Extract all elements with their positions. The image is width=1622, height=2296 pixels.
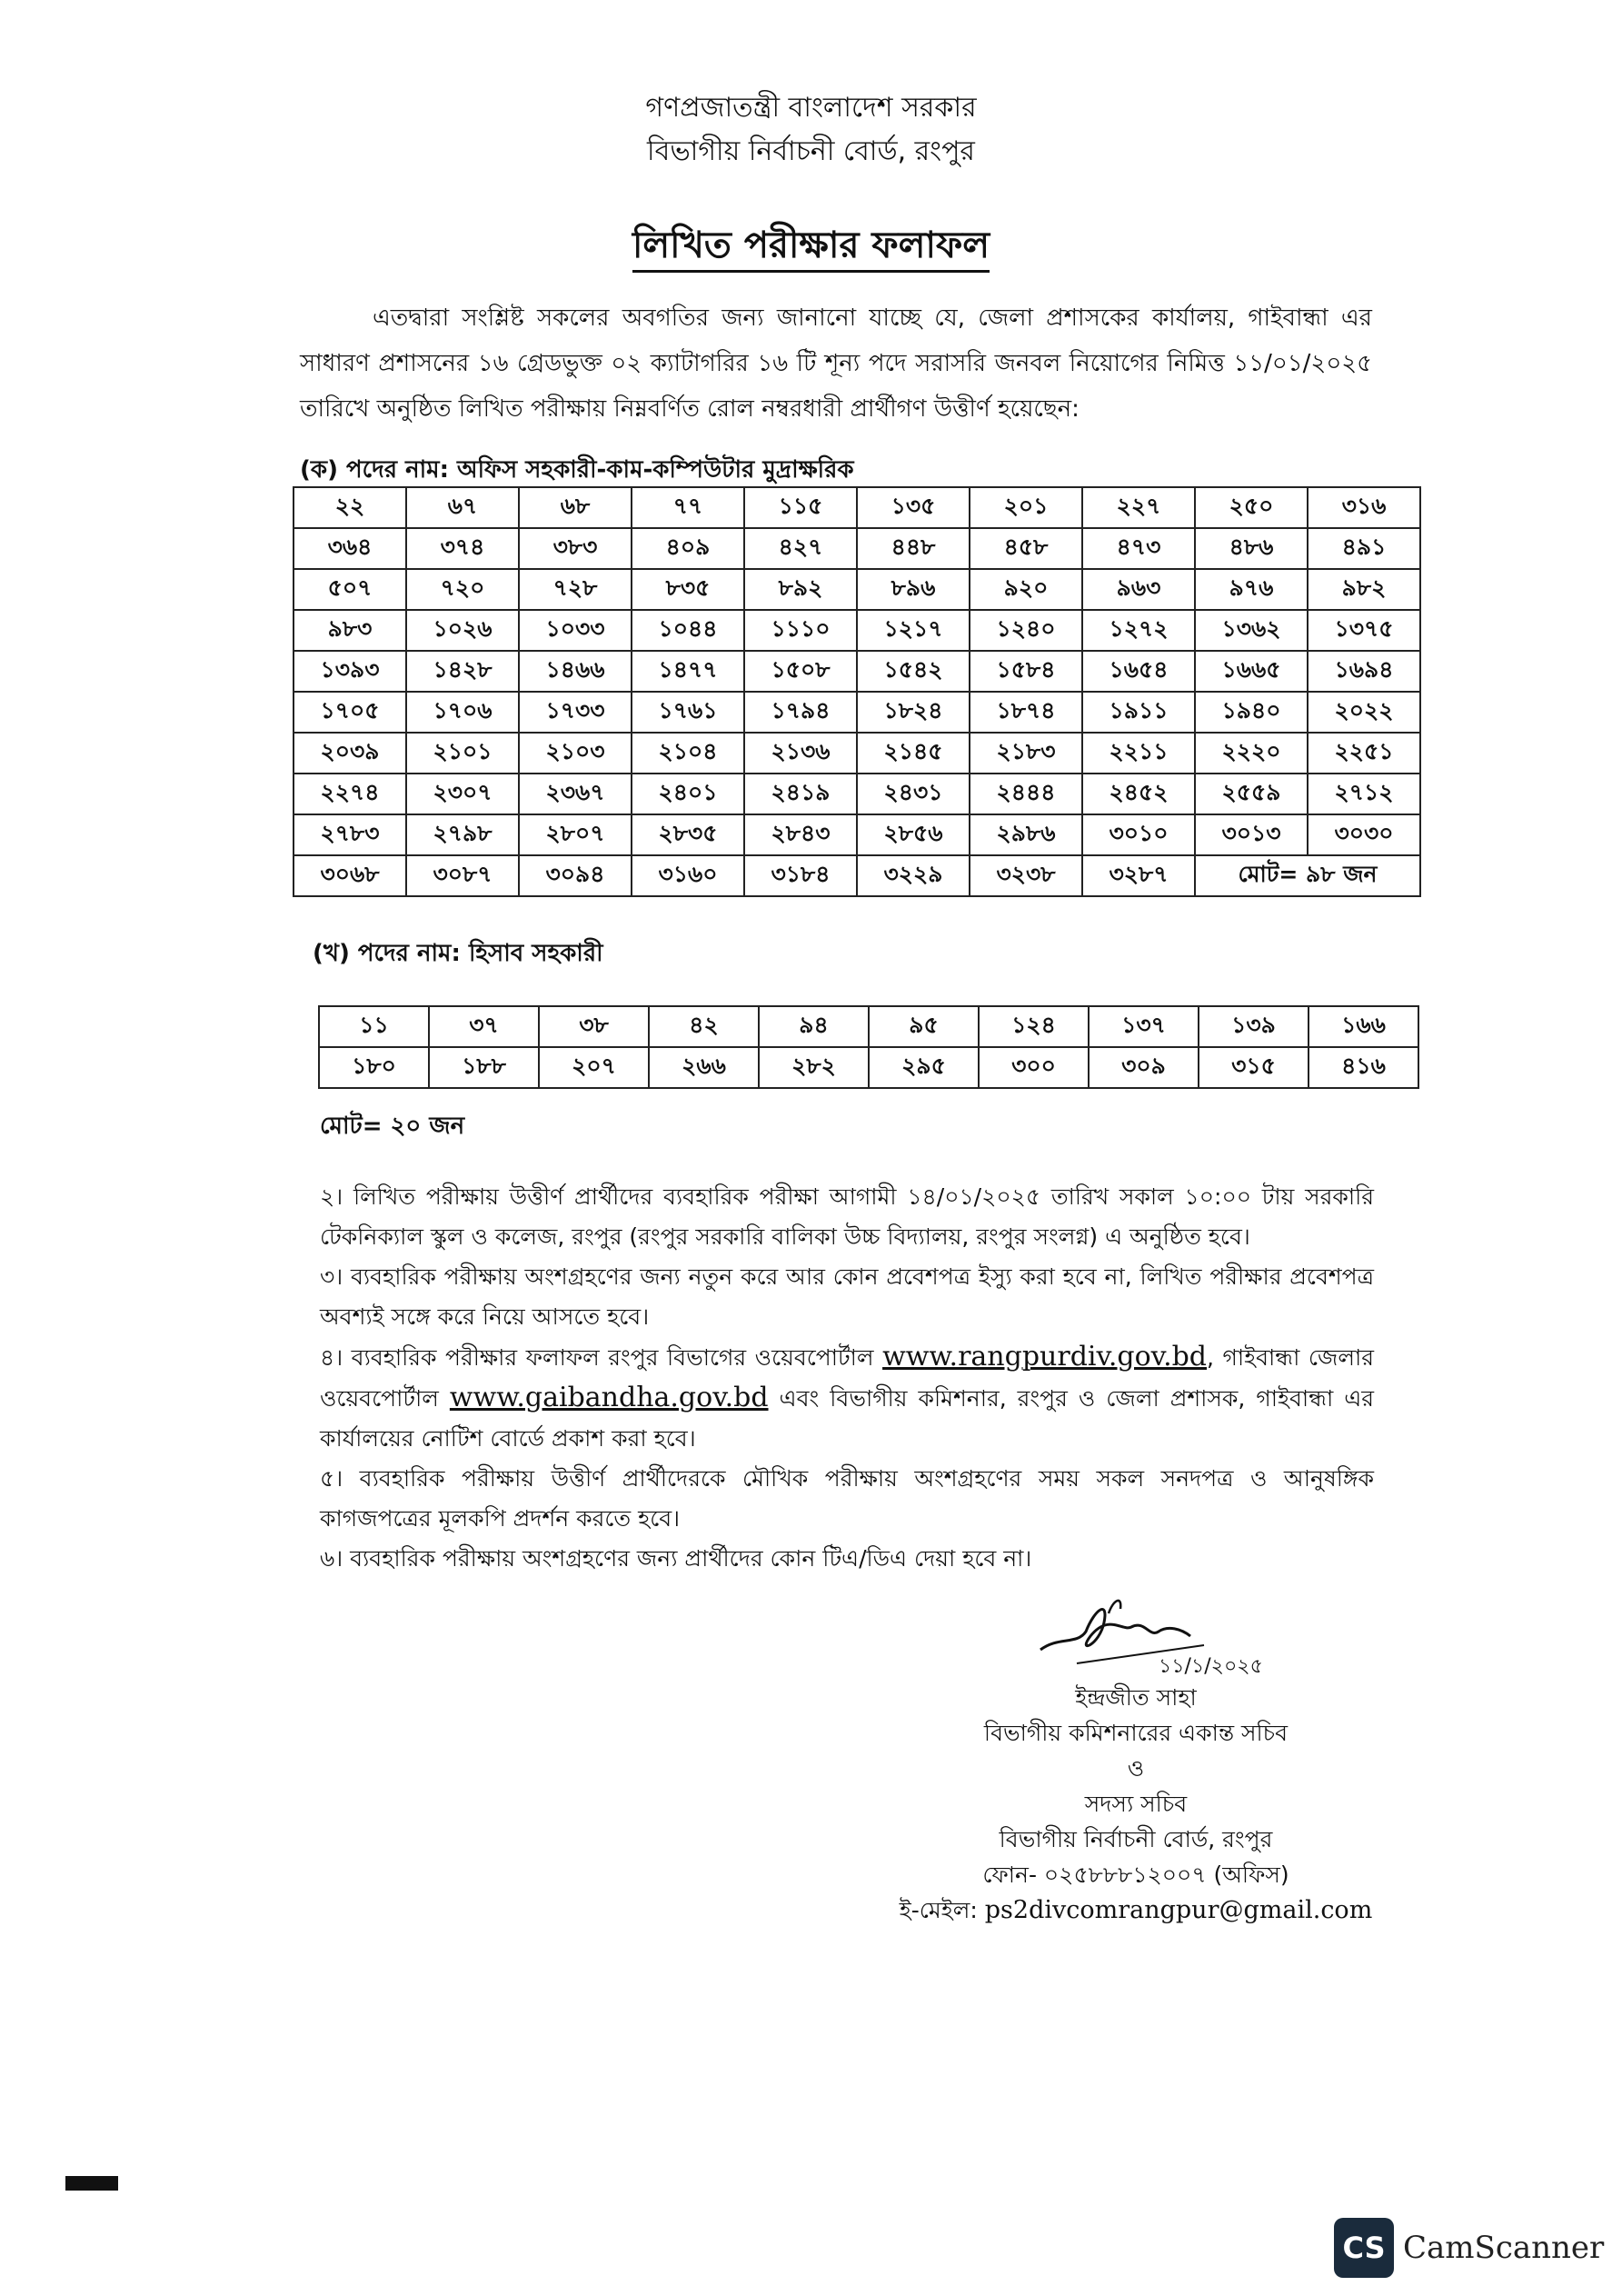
section-b-roll-cell: ৩৭ xyxy=(429,1006,539,1047)
section-a-roll-cell: ৩৬৪ xyxy=(294,528,406,569)
section-a-roll-cell: ৩২২৯ xyxy=(857,855,970,896)
section-a-roll-cell: ১৩৫ xyxy=(857,487,970,528)
section-b-roll-cell: ১১ xyxy=(319,1006,429,1047)
section-a-roll-cell: ৮৩৫ xyxy=(632,569,744,610)
section-a-roll-table xyxy=(293,486,1421,897)
section-a-total-cell: মোট= ৯৮ জন xyxy=(1195,855,1420,896)
section-a-row xyxy=(294,528,1420,569)
section-a-roll-cell: ৬৮ xyxy=(519,487,632,528)
section-a-roll-cell: ৭৭ xyxy=(632,487,744,528)
section-a-roll-cell: ১৬৬৫ xyxy=(1195,651,1308,692)
section-b-roll-cell: ৩০৯ xyxy=(1089,1047,1199,1088)
section-b-roll-table xyxy=(318,1005,1419,1089)
section-b-roll-cell: ১৩৯ xyxy=(1199,1006,1309,1047)
section-a-roll-cell: ২২৫১ xyxy=(1308,733,1420,774)
section-a-roll-cell: ১১৫ xyxy=(744,487,857,528)
section-a-roll-cell: ২১০১ xyxy=(406,733,519,774)
note-4 xyxy=(320,1337,1374,1459)
section-a-roll-cell: ১৪৬৬ xyxy=(519,651,632,692)
section-b-roll-cell: ৪২ xyxy=(649,1006,759,1047)
section-a-roll-cell: ২১০৩ xyxy=(519,733,632,774)
section-a-roll-cell: ২৫০ xyxy=(1195,487,1308,528)
note-6: ৬। ব্যবহারিক পরীক্ষায় অংশগ্রহণের জন্য প্রার্থীদের কোন টিএ/ডিএ দেয়া হবে না। xyxy=(320,1545,1032,1572)
section-a-roll-cell: ২৭১২ xyxy=(1308,774,1420,814)
email-address[interactable]: ps2divcomrangpur@gmail.com xyxy=(984,1896,1373,1924)
section-b-roll-cell: ২৬৬ xyxy=(649,1047,759,1088)
section-a-roll-cell: ২৮৩৫ xyxy=(632,814,744,855)
gaibandha-portal-link[interactable]: www.gaibandha.gov.bd xyxy=(449,1382,769,1413)
section-a-roll-cell: ৪৯১ xyxy=(1308,528,1420,569)
section-b-roll-cell: ১৩৭ xyxy=(1089,1006,1199,1047)
section-a-roll-cell: ২২১১ xyxy=(1082,733,1195,774)
section-b-title: (খ) পদের নাম: হিসাব সহকারী xyxy=(313,940,603,967)
section-a-roll-cell: ২৯৮৬ xyxy=(970,814,1082,855)
note-4-text-c: এবং বিভাগীয় কমিশনার, রংপুর ও জেলা প্রশাসক, গাইবান্ধা এর কার্যালয়ের নোটিশ বোর্ডে প্রকাশ করা হবে। xyxy=(320,1385,1374,1452)
section-a-roll-cell: ৩২৩৮ xyxy=(970,855,1082,896)
section-a-roll-cell: ২৫৫৯ xyxy=(1195,774,1308,814)
section-a-roll-cell: ৮৯২ xyxy=(744,569,857,610)
section-a-row xyxy=(294,651,1420,692)
section-b-roll-cell: ২০৭ xyxy=(539,1047,649,1088)
section-a-roll-cell: ১৪৭৭ xyxy=(632,651,744,692)
section-a-roll-cell: ৪৪৮ xyxy=(857,528,970,569)
section-b-roll-cell: ৩০০ xyxy=(979,1047,1089,1088)
section-a-roll-cell: ২০২২ xyxy=(1308,692,1420,733)
section-b-row xyxy=(319,1006,1418,1047)
section-a-row xyxy=(294,814,1420,855)
section-a-roll-cell: ১৭৯৪ xyxy=(744,692,857,733)
section-a-roll-cell: ২০৩৯ xyxy=(294,733,406,774)
section-a-roll-cell: ৭২০ xyxy=(406,569,519,610)
note-2: ২। লিখিত পরীক্ষায় উত্তীর্ণ প্রার্থীদের ব্যবহারিক পরীক্ষা আগামী ১৪/০১/২০২৫ তারিখ সকাল ১০:০০ টায় সরকারি টেকনিক্যাল স্কুল ও কলেজ, রংপুর (রংপুর সরকারি বালিকা উচ্চ বিদ্যালয়, রংপুর সংলগ্ন) এ অনুষ্ঠিত হবে। xyxy=(320,1183,1374,1250)
section-a-roll-cell: ১৮৭৪ xyxy=(970,692,1082,733)
section-a-roll-cell: ২৪৫২ xyxy=(1082,774,1195,814)
signatory-name: ইন্দ্রজীত সাহা xyxy=(1075,1684,1197,1711)
section-a-roll-cell: ১৩৬২ xyxy=(1195,610,1308,651)
section-a-roll-cell: ২০১ xyxy=(970,487,1082,528)
section-a-roll-cell: ১২১৭ xyxy=(857,610,970,651)
section-a-roll-cell: ২৪৩১ xyxy=(857,774,970,814)
section-a-roll-cell: ৩১৬০ xyxy=(632,855,744,896)
section-a-roll-cell: ৯৮৩ xyxy=(294,610,406,651)
section-a-roll-cell: ১৩৭৫ xyxy=(1308,610,1420,651)
section-a-roll-cell: ৩১৬ xyxy=(1308,487,1420,528)
rangpur-portal-link[interactable]: www.rangpurdiv.gov.bd xyxy=(882,1341,1208,1373)
board-name: বিভাগীয় নির্বাচনী বোর্ড, রংপুর xyxy=(647,135,975,167)
section-a-roll-cell: ৪৭৩ xyxy=(1082,528,1195,569)
section-a-roll-cell: ২৩৬৭ xyxy=(519,774,632,814)
section-a-roll-cell: ৯৬৩ xyxy=(1082,569,1195,610)
section-a-roll-cell: ২২৭৪ xyxy=(294,774,406,814)
section-a-roll-cell: ৩০৯৪ xyxy=(519,855,632,896)
section-b-roll-cell: ২৯৫ xyxy=(869,1047,979,1088)
section-b-roll-cell: ১৮০ xyxy=(319,1047,429,1088)
section-a-roll-cell: ২১৪৫ xyxy=(857,733,970,774)
section-a-roll-cell: ৯৭৬ xyxy=(1195,569,1308,610)
section-a-roll-cell: ৩০৩০ xyxy=(1308,814,1420,855)
section-a-roll-cell: ৩০১০ xyxy=(1082,814,1195,855)
section-b-roll-cell: ১৮৮ xyxy=(429,1047,539,1088)
section-a-roll-cell: ২১৮৩ xyxy=(970,733,1082,774)
section-b-roll-cell: ৩৮ xyxy=(539,1006,649,1047)
section-a-row xyxy=(294,610,1420,651)
section-a-roll-cell: ২২৭ xyxy=(1082,487,1195,528)
intro-paragraph: এতদ্বারা সংশ্লিষ্ট সকলের অবগতির জন্য জানানো যাচ্ছে যে, জেলা প্রশাসকের কার্যালয়, গাইবান্ধা এর সাধারণ প্রশাসনের ১৬ গ্রেডভুক্ত ০২ ক্যাটাগরির ১৬ টি শূন্য পদে সরাসরি জনবল নিয়োগের নিমিত্ত ১১/০১/২০২৫ তারিখে অনুষ্ঠিত লিখিত পরীক্ষায় নিম্নবর্ণিত রোল নম্বরধারী প্রার্থীগণ উত্তীর্ণ হয়েছেন: xyxy=(300,304,1372,423)
section-a-roll-cell: ১৭০৫ xyxy=(294,692,406,733)
scan-edge-mark xyxy=(65,2176,118,2191)
section-b-roll-cell: ১২৪ xyxy=(979,1006,1089,1047)
section-a-roll-cell: ১৫০৮ xyxy=(744,651,857,692)
section-a-roll-cell: ৮৯৬ xyxy=(857,569,970,610)
section-a-title: (ক) পদের নাম: অফিস সহকারী-কাম-কম্পিউটার মুদ্রাক্ষরিক xyxy=(300,456,854,484)
section-a-roll-cell: ১৩৯৩ xyxy=(294,651,406,692)
section-a-roll-cell: ৪০৯ xyxy=(632,528,744,569)
section-a-roll-cell: ১৬৯৪ xyxy=(1308,651,1420,692)
section-a-row xyxy=(294,487,1420,528)
section-a-roll-cell: ২১০৪ xyxy=(632,733,744,774)
section-a-roll-cell: ২৩০৭ xyxy=(406,774,519,814)
section-a-roll-cell: ২৭৯৮ xyxy=(406,814,519,855)
section-a-roll-cell: ১০৪৪ xyxy=(632,610,744,651)
signatory-email-line xyxy=(818,1892,1454,1928)
camscanner-watermark xyxy=(1334,2218,1604,2278)
title-text: লিখিত পরীক্ষার ফলাফল xyxy=(632,225,990,273)
signatory-phone: ফোন- ০২৫৮৮৮১২০০৭ (অফিস) xyxy=(982,1862,1289,1888)
section-a-row xyxy=(294,733,1420,774)
signatory-board: বিভাগীয় নির্বাচনী বোর্ড, রংপুর xyxy=(999,1826,1273,1852)
section-a-roll-cell: ৩০৬৮ xyxy=(294,855,406,896)
section-a-roll-cell: ৪৫৮ xyxy=(970,528,1082,569)
section-b-row xyxy=(319,1047,1418,1088)
section-a-roll-cell: ৩২৮৭ xyxy=(1082,855,1195,896)
section-a-roll-cell: ৭২৮ xyxy=(519,569,632,610)
section-a-roll-cell: ১৮২৪ xyxy=(857,692,970,733)
section-a-row xyxy=(294,774,1420,814)
section-a-row xyxy=(294,692,1420,733)
signature-date: ১১/১/২০২৫ xyxy=(1159,1655,1263,1678)
document-title xyxy=(0,216,1622,277)
section-a-roll-cell: ১৭৬১ xyxy=(632,692,744,733)
note-5: ৫। ব্যবহারিক পরীক্ষায় উত্তীর্ণ প্রার্থীদেরকে মৌখিক পরীক্ষায় অংশগ্রহণের সময় সকল সনদপত্র ও আনুষঙ্গিক কাগজপত্রের মূলকপি প্রদর্শন করতে হবে। xyxy=(320,1465,1374,1532)
section-a-roll-cell: ৯২০ xyxy=(970,569,1082,610)
signatory-title-1: বিভাগীয় কমিশনারের একান্ত সচিব xyxy=(983,1720,1289,1746)
handwritten-signature xyxy=(1022,1582,1263,1682)
note-3: ৩। ব্যবহারিক পরীক্ষায় অংশগ্রহণের জন্য নতুন করে আর কোন প্রবেশপত্র ইস্যু করা হবে না, লিখিত পরীক্ষার প্রবেশপত্র অবশ্যই সঙ্গে করে নিয়ে আসতে হবে। xyxy=(320,1263,1374,1330)
section-a-roll-cell: ১৭৩৩ xyxy=(519,692,632,733)
note-4-text-a: ৪। ব্যবহারিক পরীক্ষার ফলাফল রংপুর বিভাগের ওয়েবপোর্টাল xyxy=(320,1344,874,1371)
section-b-roll-cell: ১৬৬ xyxy=(1309,1006,1418,1047)
section-b-roll-cell: ২৮২ xyxy=(759,1047,869,1088)
document-header xyxy=(0,86,1622,174)
section-a-roll-cell: ৩১৮৪ xyxy=(744,855,857,896)
section-b-roll-cell: ৯৫ xyxy=(869,1006,979,1047)
section-a-roll-cell: ২৪৪৪ xyxy=(970,774,1082,814)
signatory-title-2: সদস্য সচিব xyxy=(1084,1791,1188,1817)
section-a-roll-cell: ১৫৮৪ xyxy=(970,651,1082,692)
signatory-block xyxy=(818,1680,1454,1928)
section-a-roll-cell: ১১১০ xyxy=(744,610,857,651)
section-a-roll-cell: ২৭৮৩ xyxy=(294,814,406,855)
section-a-roll-cell: ৯৮২ xyxy=(1308,569,1420,610)
section-a-roll-cell: ২১৩৬ xyxy=(744,733,857,774)
notes-section xyxy=(320,1177,1374,1579)
section-a-roll-cell: ১০৩৩ xyxy=(519,610,632,651)
section-a-roll-cell: ১২৭২ xyxy=(1082,610,1195,651)
signatory-conjunction: ও xyxy=(1127,1755,1145,1782)
government-name: গণপ্রজাতন্ত্রী বাংলাদেশ সরকার xyxy=(645,92,977,124)
section-b-total: মোট= ২০ জন xyxy=(320,1113,465,1140)
section-a-row xyxy=(294,569,1420,610)
section-a-roll-cell: ২২২০ xyxy=(1195,733,1308,774)
section-b-roll-cell: ৩১৫ xyxy=(1199,1047,1309,1088)
section-a-roll-cell: ১৪২৮ xyxy=(406,651,519,692)
section-a-roll-cell: ১৯১১ xyxy=(1082,692,1195,733)
section-a-roll-cell: ২৮৪৩ xyxy=(744,814,857,855)
section-a-roll-cell: ৫০৭ xyxy=(294,569,406,610)
section-a-roll-cell: ২২ xyxy=(294,487,406,528)
section-a-roll-cell: ১৫৪২ xyxy=(857,651,970,692)
section-a-roll-cell: ৩৭৪ xyxy=(406,528,519,569)
section-b-roll-cell: ৯৪ xyxy=(759,1006,869,1047)
section-a-roll-cell: ৬৭ xyxy=(406,487,519,528)
section-a-row xyxy=(294,855,1420,896)
section-a-roll-cell: ১২৪০ xyxy=(970,610,1082,651)
section-a-roll-cell: ৩০৮৭ xyxy=(406,855,519,896)
section-a-roll-cell: ৪৮৬ xyxy=(1195,528,1308,569)
section-a-roll-cell: ২৮০৭ xyxy=(519,814,632,855)
section-a-roll-cell: ৪২৭ xyxy=(744,528,857,569)
section-a-roll-cell: ২৪০১ xyxy=(632,774,744,814)
camscanner-text: CamScanner xyxy=(1403,2230,1605,2266)
section-a-roll-cell: ২৮৫৬ xyxy=(857,814,970,855)
section-b-roll-cell: ৪১৬ xyxy=(1309,1047,1418,1088)
section-a-roll-cell: ৩৮৩ xyxy=(519,528,632,569)
section-a-roll-cell: ২৪১৯ xyxy=(744,774,857,814)
section-a-roll-cell: ১৭০৬ xyxy=(406,692,519,733)
note-4-text-b: , গাইবান্ধা জেলার ওয়েবপোর্টাল xyxy=(320,1344,1374,1412)
email-label: ই-মেইল: xyxy=(899,1897,978,1923)
camscanner-logo-icon: CS xyxy=(1334,2218,1394,2278)
section-a-roll-cell: ১০২৬ xyxy=(406,610,519,651)
section-a-roll-cell: ১৯৪০ xyxy=(1195,692,1308,733)
section-a-roll-cell: ৩০১৩ xyxy=(1195,814,1308,855)
section-a-roll-cell: ১৬৫৪ xyxy=(1082,651,1195,692)
